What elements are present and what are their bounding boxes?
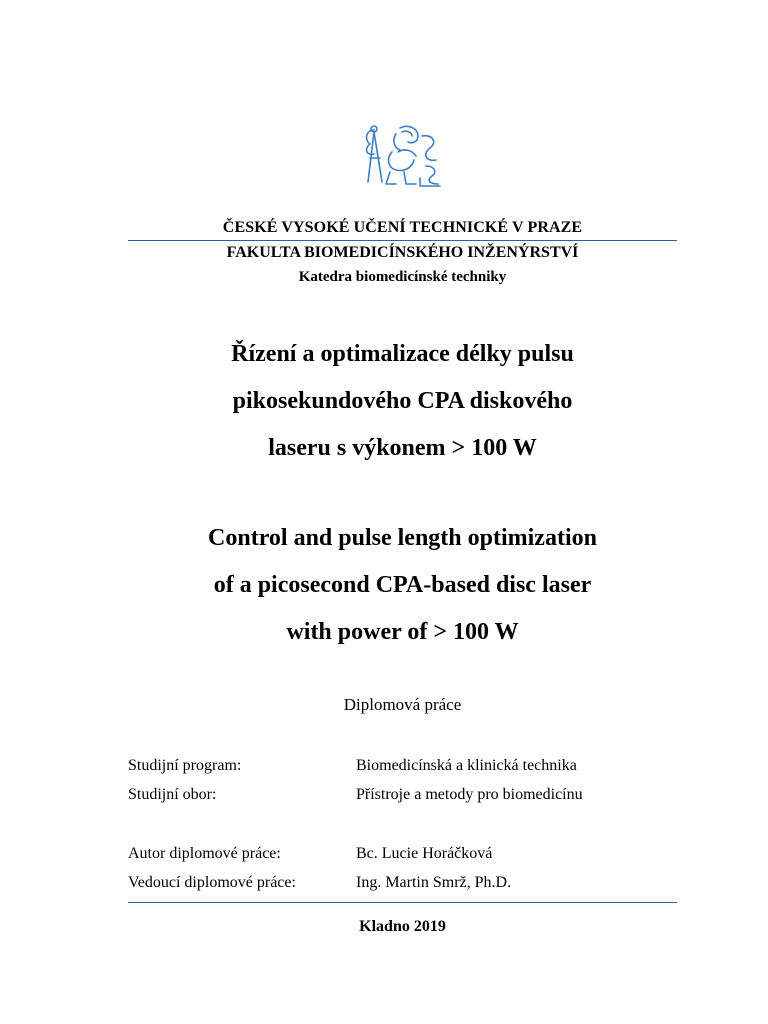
place-year: Kladno 2019: [359, 918, 446, 935]
study-field-value: Přístroje a metody pro biomedicínu: [356, 786, 583, 803]
title-en-line-1: Control and pulse length optimization: [208, 525, 597, 551]
university-name: ČESKÉ VYSOKÉ UČENÍ TECHNICKÉ V PRAZE: [222, 219, 583, 236]
supervisor-value: Ing. Martin Smrž, Ph.D.: [356, 874, 512, 891]
title-cz-line-2: pikosekundového CPA diskového: [232, 388, 573, 414]
university-logo-icon: [360, 122, 444, 188]
thesis-title-czech: [128, 331, 677, 472]
study-field-label: Studijní obor:: [128, 786, 217, 803]
footer-divider: [128, 902, 677, 903]
thesis-type: Diplomová práce: [343, 695, 462, 714]
study-program-value: Biomedicínská a klinická technika: [356, 757, 577, 774]
author-value: Bc. Lucie Horáčková: [356, 845, 493, 862]
faculty-name: FAKULTA BIOMEDICÍNSKÉHO INŽENÝRSTVÍ: [226, 244, 579, 261]
author-label: Autor diplomové práce:: [128, 845, 281, 862]
title-cz-line-1: Řízení a optimalizace délky pulsu: [231, 341, 574, 367]
header-divider: [128, 240, 677, 241]
department-name: Katedra biomedicínské techniky: [298, 269, 507, 285]
title-en-line-2: of a picosecond CPA-based disc laser: [213, 572, 592, 598]
study-program-label: Studijní program:: [128, 757, 242, 774]
title-cz-line-3: laseru s výkonem > 100 W: [268, 435, 537, 461]
supervisor-label: Vedoucí diplomové práce:: [128, 874, 296, 891]
title-en-line-3: with power of > 100 W: [286, 619, 519, 645]
thesis-title-english: [128, 515, 677, 656]
